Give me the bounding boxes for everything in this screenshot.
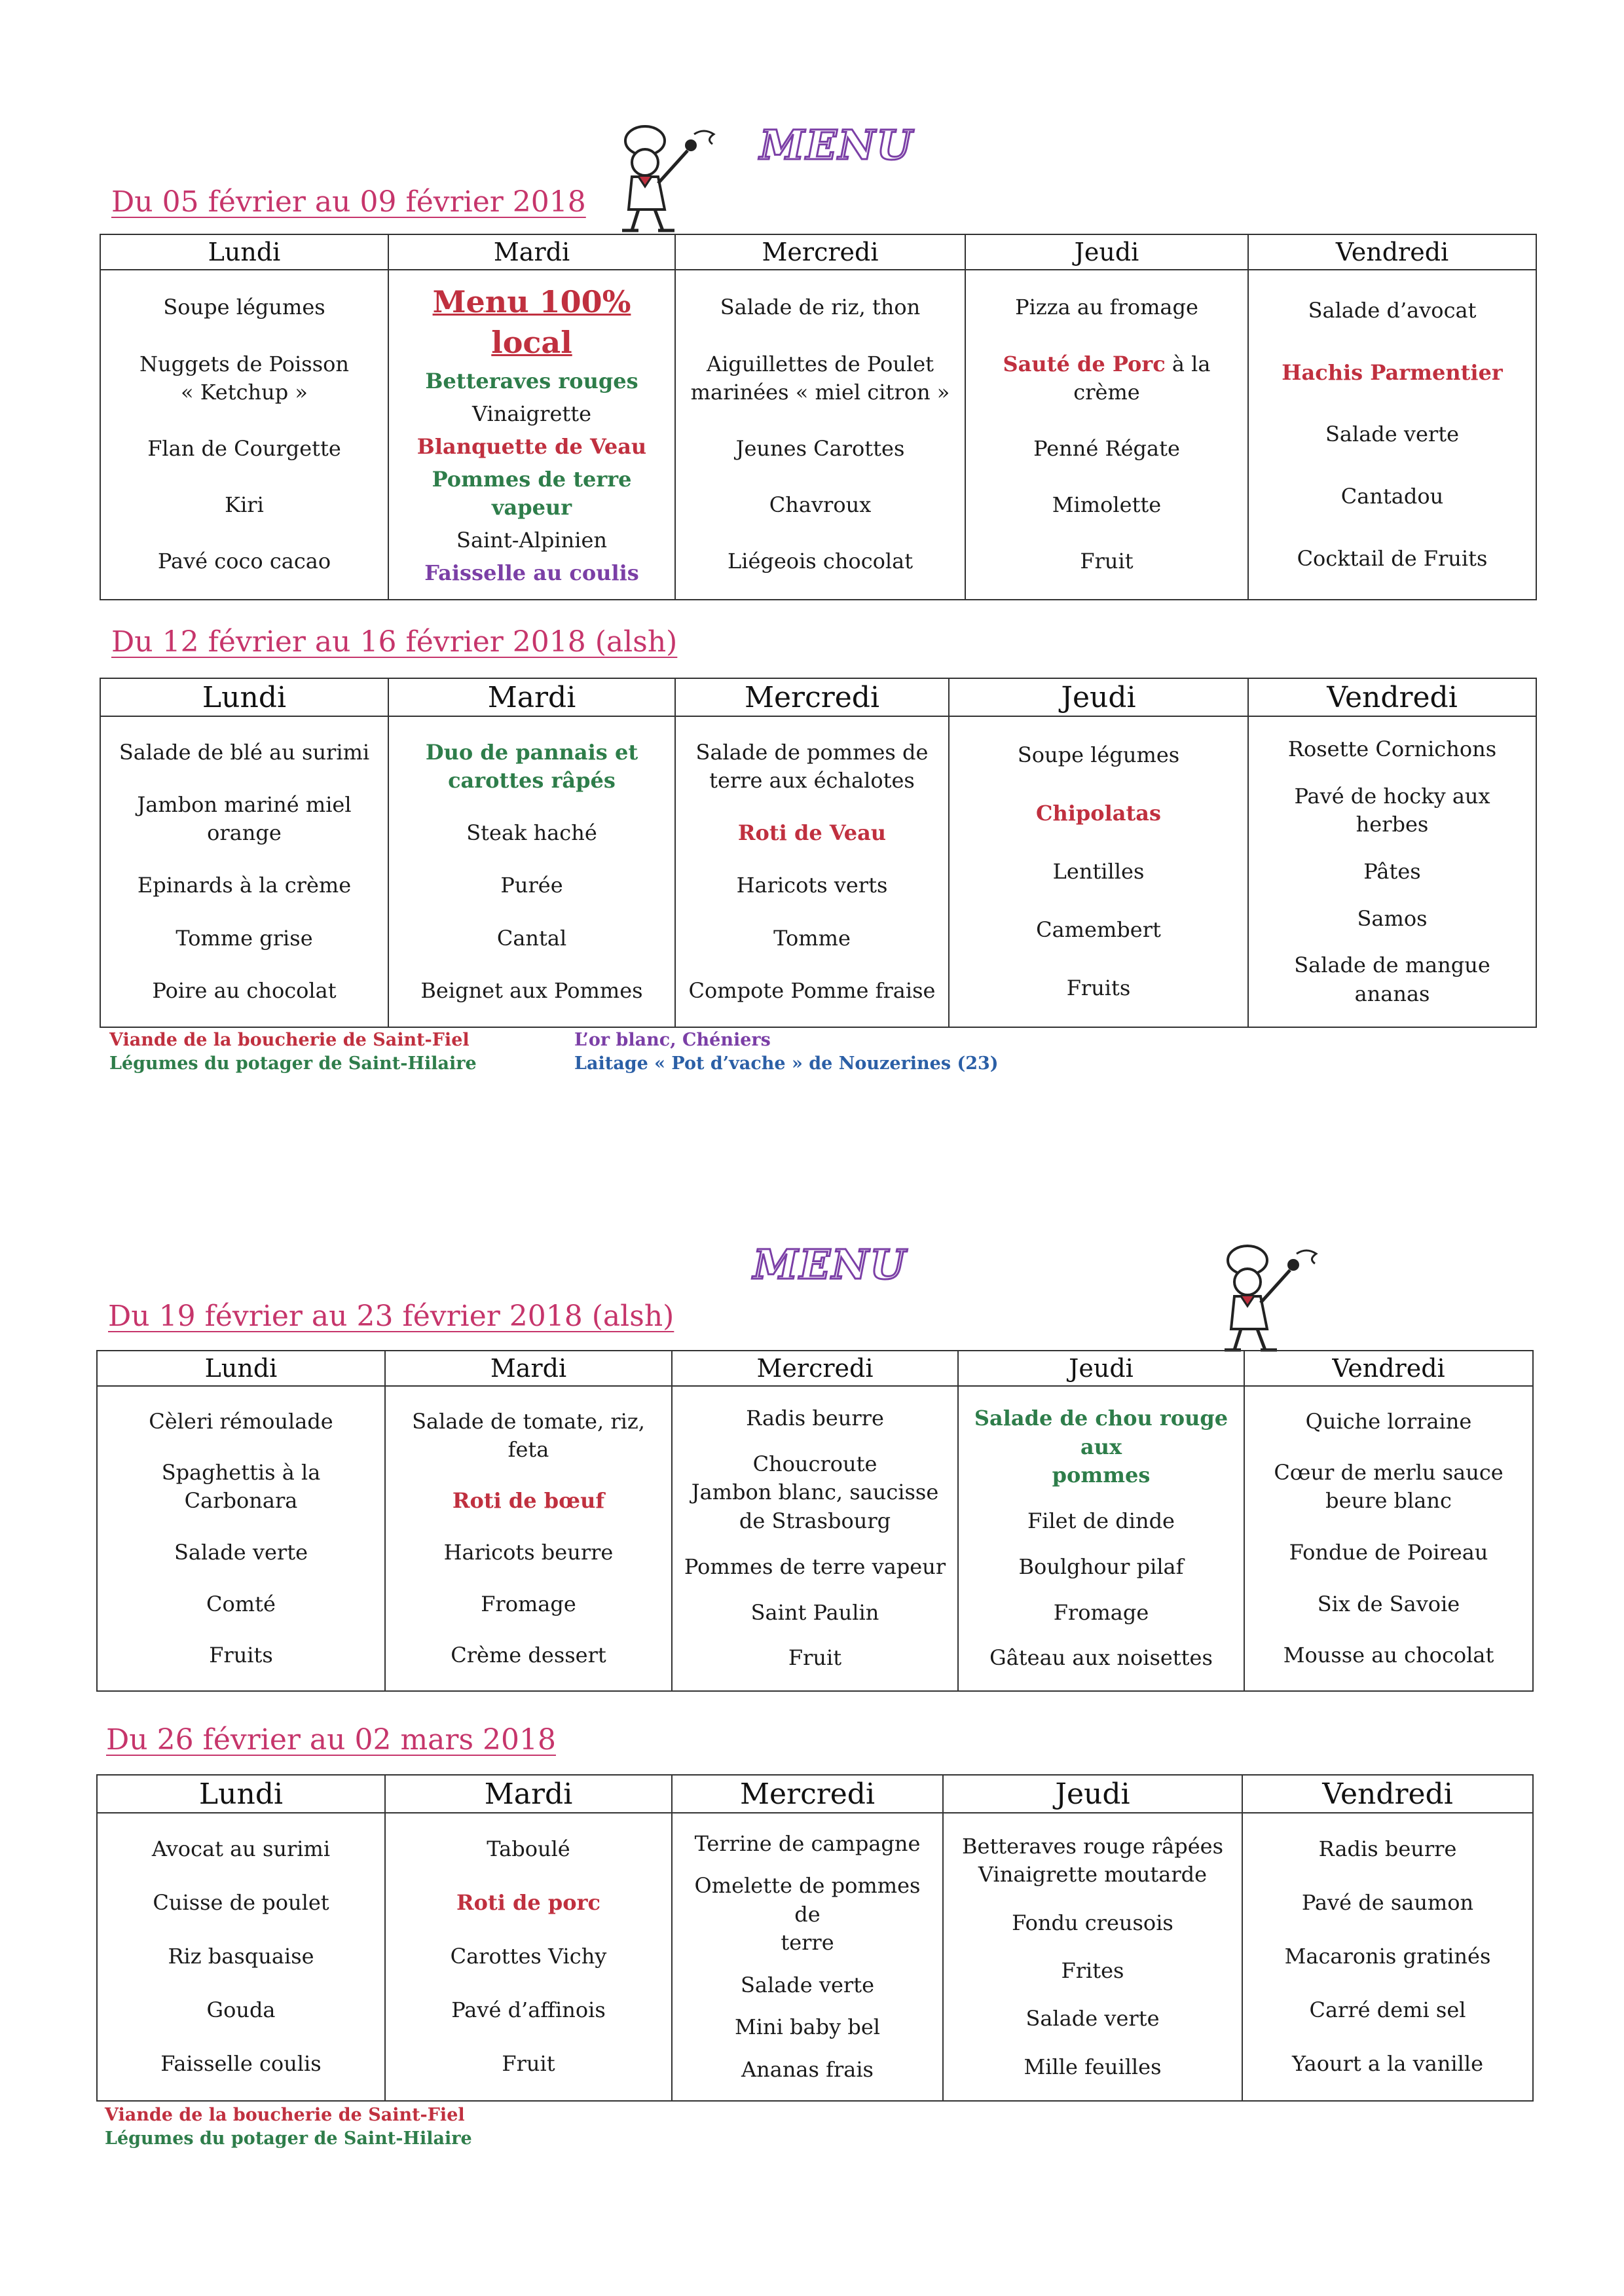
menu-item-text: Faisselle au coulis: [424, 560, 639, 586]
menu-item: [691, 350, 950, 407]
day-header: Vendredi: [1332, 1354, 1445, 1383]
day-header: Jeudi: [959, 1351, 1245, 1385]
menu-item-text: Rosette Cornichons: [1287, 737, 1497, 762]
menu-item-text: Pommes de terre vapeur: [684, 1554, 946, 1579]
menu-item: [397, 282, 667, 363]
chef-icon: [1211, 1231, 1329, 1355]
menu-table: [96, 1350, 1534, 1692]
table-body-row: [101, 270, 1536, 599]
menu-item-text: Fondu creusois: [1012, 1910, 1173, 1935]
menu-item-text: Gâteau aux noisettes: [989, 1645, 1213, 1671]
menu-item: [720, 293, 921, 321]
menu-item-text: Fruit: [788, 1645, 842, 1671]
menu-item: [769, 491, 871, 519]
menu-item-text: Taboulé: [487, 1836, 570, 1862]
menu-item: [138, 871, 351, 900]
menu-item: [1274, 1459, 1503, 1515]
menu-item: [1025, 2005, 1159, 2033]
day-column: [1249, 717, 1536, 1027]
day-header: Vendredi: [1322, 1777, 1453, 1811]
menu-item: [451, 1942, 607, 1971]
menu-item-text: Choucroute Jambon blanc, saucisse de Strasbourg: [691, 1451, 939, 1533]
day-column: [389, 717, 676, 1027]
menu-item-text: Yaourt a la vanille: [1291, 2051, 1484, 2077]
menu-item-text: Salade d’avocat: [1308, 297, 1477, 323]
menu-item: [737, 871, 888, 900]
menu-item: [119, 738, 369, 767]
menu-item: [1341, 483, 1443, 511]
menu-item-text: Riz basquaise: [168, 1944, 314, 1969]
menu-item: [456, 526, 607, 555]
menu-item: [168, 1942, 314, 1971]
legend-veg: Légumes du potager de Saint-Hilaire: [109, 1053, 477, 1074]
menu-item-text: Chavroux: [769, 492, 872, 518]
menu-item-text: Fruits: [209, 1643, 273, 1668]
menu-item: [397, 465, 667, 522]
menu-item: [417, 433, 646, 461]
menu-item: [1036, 916, 1161, 944]
day-column: [944, 1813, 1243, 2100]
menu-item: [736, 435, 905, 463]
menu-item: [1285, 1942, 1491, 1971]
day-header: Lundi: [101, 679, 389, 716]
menu-item-text: Carottes Vichy: [450, 1944, 607, 1969]
menu-item-text: Cocktail de Fruits: [1297, 545, 1488, 571]
day-header: Jeudi: [966, 235, 1249, 269]
menu-item-text: Gouda: [206, 1997, 276, 2023]
menu-item-text: Carré demi sel: [1309, 1997, 1466, 2023]
menu-item: [741, 1971, 874, 1999]
day-column: [1249, 270, 1536, 599]
day-header: Lundi: [101, 235, 389, 269]
day-header: Lundi: [98, 1776, 386, 1812]
menu-item-text: Roti de Veau: [737, 820, 887, 846]
menu-item: [137, 791, 351, 847]
table-header-row: [101, 235, 1536, 270]
menu-item: [735, 2013, 880, 2041]
menu-item-text: Steak haché: [466, 820, 597, 846]
menu-item-text: Mimolette: [1052, 492, 1162, 518]
menu-item-text: Salade verte: [740, 1972, 874, 1997]
day-column: [101, 717, 389, 1027]
legend-dairy: L’or blanc, Chéniers: [574, 1030, 771, 1050]
menu-item-text: Salade de mangue ananas: [1294, 953, 1490, 1006]
menu-item: [1061, 1957, 1124, 1985]
day-column: [676, 270, 966, 599]
menu-item-suffix: à la crème: [1073, 351, 1211, 405]
menu-item-text: Duo de pannais et carottes râpés: [425, 739, 638, 793]
menu-item-text: Salade de chou rouge aux pommes: [974, 1406, 1228, 1487]
menu-item-text: Salade verte: [1325, 422, 1459, 447]
menu-item-text: Compote Pomme fraise: [688, 978, 936, 1004]
menu-item: [1357, 905, 1427, 933]
menu-item-text: Macaronis gratinés: [1284, 1944, 1491, 1969]
menu-item: [1019, 1553, 1184, 1581]
menu-item: [425, 367, 638, 395]
menu-item: [225, 491, 264, 519]
menu-item-text: Omelette de pommes de terre: [694, 1873, 921, 1955]
menu-item: [1067, 974, 1131, 1002]
menu-item-text: Salade verte: [1025, 2006, 1160, 2032]
day-header: Mardi: [386, 1776, 673, 1812]
menu-item: [1325, 420, 1459, 448]
legend-meat: Viande de la boucherie de Saint-Fiel: [105, 2105, 465, 2125]
menu-item-text: Purée: [500, 873, 563, 898]
day-column: [1245, 1387, 1532, 1690]
menu-item: [153, 1889, 329, 1917]
menu-item-text: Faisselle coulis: [160, 2051, 322, 2077]
menu-item: [741, 2056, 874, 2084]
menu-item: [696, 738, 929, 795]
legend-veg: Légumes du potager de Saint-Hilaire: [105, 2128, 472, 2149]
table-body-row: [98, 1387, 1532, 1690]
menu-item-text: Blanquette de Veau: [416, 434, 647, 460]
menu-item-text: Menu 100% local: [432, 284, 631, 361]
menu-item-text: Frites: [1061, 1958, 1124, 1983]
menu-item: [1309, 1996, 1466, 2024]
menu-item-text: Soupe légumes: [1017, 742, 1180, 767]
menu-item: [788, 1644, 841, 1672]
menu-item-text: Pavé coco cacao: [157, 549, 331, 574]
menu-item: [209, 1641, 273, 1669]
menu-item-text: Pommes de terre vapeur: [432, 467, 632, 520]
menu-item-text: Epinards à la crème: [137, 873, 352, 898]
menu-item: [1018, 741, 1179, 769]
menu-item-text: Cantadou: [1340, 484, 1444, 509]
menu-item: [684, 1553, 946, 1581]
menu-item-text: Lentilles: [1052, 858, 1145, 884]
menu-item: [738, 819, 886, 847]
menu-item-text: Tomme grise: [175, 925, 313, 951]
menu-item-text: Tomme: [773, 925, 851, 951]
menu-item: [160, 2050, 321, 2078]
menu-item-text: Mini baby bel: [735, 2014, 880, 2040]
day-column: [98, 1813, 386, 2100]
menu-item: [497, 924, 566, 953]
menu-item-text: Pavé de hocky aux herbes: [1294, 783, 1490, 837]
menu-item: [773, 924, 851, 953]
legend-meat: Viande de la boucherie de Saint-Fiel: [109, 1030, 470, 1050]
menu-item-text: Sauté de Porc: [1003, 351, 1166, 376]
menu-item: [420, 977, 642, 1005]
menu-item: [451, 1641, 606, 1669]
menu-item: [728, 547, 913, 575]
menu-item-text: Mille feuilles: [1024, 2054, 1162, 2079]
menu-item-text: Quiche lorraine: [1305, 1408, 1472, 1434]
menu-item-text: Salade de riz, thon: [720, 295, 921, 320]
menu-item: [1257, 951, 1528, 1008]
week-period: Du 05 février au 09 février 2018: [111, 185, 586, 219]
day-header: Jeudi: [950, 679, 1249, 716]
menu-item-text: Fruits: [1066, 975, 1131, 1000]
menu-item-text: Haricots verts: [736, 873, 888, 898]
menu-item: [174, 1539, 308, 1567]
menu-item-text: Pizza au fromage: [1015, 295, 1198, 320]
menu-item: [1282, 359, 1502, 387]
menu-item-text: Aiguillettes de Poulet marinées « miel citron »: [690, 351, 950, 405]
day-column: [676, 717, 950, 1027]
menu-item-text: Radis beurre: [746, 1406, 884, 1431]
menu-item: [152, 1835, 330, 1863]
menu-item-text: Vinaigrette: [471, 401, 592, 427]
menu-item-text: Poire au chocolat: [152, 978, 337, 1004]
menu-item: [1318, 1590, 1460, 1618]
day-header: Vendredi: [1335, 238, 1449, 266]
menu-item-text: Betteraves rouges: [425, 369, 638, 394]
menu-item-text: Pavé de saumon: [1301, 1890, 1474, 1916]
menu-item-text: Roti de porc: [456, 1890, 600, 1916]
day-header: Jeudi: [944, 1776, 1243, 1812]
menu-title: MENU: [760, 121, 913, 169]
menu-item-text: Beignet aux Pommes: [420, 978, 643, 1004]
week-period: Du 26 février au 02 mars 2018: [106, 1723, 556, 1757]
menu-item: [163, 293, 325, 321]
menu-item: [1302, 1889, 1473, 1917]
day-column: [98, 1387, 386, 1690]
menu-item: [466, 819, 597, 847]
menu-item: [746, 1404, 884, 1432]
menu-item: [1033, 435, 1180, 463]
menu-table: [100, 234, 1537, 600]
menu-item: [1054, 1599, 1149, 1627]
menu-item: [692, 1450, 939, 1535]
menu-item: [1015, 293, 1198, 321]
day-header: Mercredi: [673, 1351, 959, 1385]
menu-item: [1053, 858, 1145, 886]
menu-item: [967, 1404, 1236, 1489]
menu-item-text: Spaghettis à la Carbonara: [161, 1460, 321, 1514]
menu-item-text: Penné Régate: [1033, 435, 1180, 461]
table-header-row: [98, 1776, 1532, 1813]
menu-item-text: Fromage: [481, 1591, 576, 1616]
day-header: Mercredi: [673, 1776, 944, 1812]
menu-item: [1288, 735, 1496, 763]
day-header: Mardi: [389, 235, 676, 269]
menu-item-text: Salade de blé au surimi: [119, 739, 370, 765]
menu-item: [481, 1590, 576, 1618]
menu-item: [1319, 1835, 1457, 1863]
menu-item: [147, 435, 341, 463]
table-body-row: [98, 1813, 1532, 2100]
menu-item: [1024, 2053, 1161, 2081]
menu-item-text: Samos: [1357, 905, 1428, 931]
menu-item: [444, 1539, 614, 1567]
menu-item-text: Hachis Parmentier: [1282, 359, 1503, 385]
chef-icon: [609, 111, 727, 236]
menu-item-text: Terrine de campagne: [694, 1831, 921, 1856]
menu-item-text: Pâtes: [1363, 858, 1421, 884]
day-column: [959, 1387, 1245, 1690]
menu-item-text: Salade de tomate, riz, feta: [412, 1408, 645, 1462]
menu-item-text: Flan de Courgette: [147, 435, 341, 461]
menu-item-text: Salade verte: [174, 1540, 308, 1565]
menu-item-text: Salade de pommes de terre aux échalotes: [695, 739, 929, 793]
menu-item-text: Fruit: [502, 2051, 555, 2077]
menu-table: [96, 1774, 1534, 2102]
day-header: Lundi: [98, 1351, 386, 1385]
menu-item: [502, 2050, 555, 2078]
menu-item: [426, 738, 638, 795]
menu-item-text: Radis beurre: [1318, 1836, 1457, 1862]
menu-item-text: Comté: [206, 1591, 276, 1616]
menu-item-text: Liégeois chocolat: [727, 549, 913, 574]
menu-item-text: Ananas frais: [741, 2057, 874, 2083]
menu-item: [456, 1889, 600, 1917]
menu-item-text: Camembert: [1036, 917, 1161, 942]
menu-item: [962, 1832, 1223, 1889]
menu-item-text: Avocat au surimi: [151, 1836, 331, 1862]
menu-item-text: Cœur de merlu sauce beure blanc: [1274, 1460, 1504, 1514]
week-period: Du 19 février au 23 février 2018 (alsh): [108, 1300, 674, 1333]
menu-item: [1306, 1408, 1472, 1436]
table-body-row: [101, 717, 1536, 1027]
menu-item: [1292, 2050, 1483, 2078]
menu-item: [689, 977, 936, 1005]
week-period: Du 12 février au 16 février 2018 (alsh): [111, 625, 678, 659]
menu-item-text: Six de Savoie: [1317, 1591, 1460, 1616]
day-header: Mercredi: [676, 235, 966, 269]
day-column: [386, 1813, 673, 2100]
menu-item-text: Jambon mariné miel orange: [137, 792, 352, 846]
day-column: [101, 270, 389, 599]
menu-item-text: Roti de bœuf: [452, 1488, 605, 1514]
menu-item: [139, 350, 349, 407]
day-column: [673, 1813, 944, 2100]
day-header: Vendredi: [1327, 680, 1458, 714]
legend-dairy-blue: Laitage « Pot d’vache » de Nouzerines (23): [574, 1053, 999, 1074]
menu-item: [1036, 799, 1161, 828]
menu-item-text: Betteraves rouge râpées Vinaigrette moutarde: [961, 1834, 1223, 1887]
menu-item-text: Soupe légumes: [163, 295, 325, 320]
menu-item-text: Cèleri rémoulade: [149, 1408, 333, 1434]
day-column: [1243, 1813, 1532, 2100]
menu-item-text: Filet de dinde: [1027, 1508, 1175, 1533]
menu-title: MENU: [753, 1241, 907, 1288]
menu-item-text: Cantal: [496, 925, 567, 951]
menu-item: [1297, 545, 1488, 573]
menu-item-text: Boulghour pilaf: [1018, 1554, 1184, 1579]
menu-item: [206, 1590, 276, 1618]
menu-item: [1283, 1641, 1494, 1669]
menu-item-text: Jeunes Carottes: [735, 435, 905, 461]
table-header-row: [98, 1351, 1532, 1387]
menu-item: [472, 400, 591, 428]
menu-item: [1027, 1507, 1175, 1535]
menu-item: [989, 1644, 1213, 1672]
menu-item: [158, 547, 331, 575]
menu-item: [394, 1408, 663, 1464]
menu-item: [424, 559, 639, 587]
menu-item-text: Pavé d’affinois: [451, 1997, 606, 2023]
menu-item-text: Nuggets de Poisson « Ketchup »: [139, 351, 349, 405]
menu-item: [1080, 547, 1133, 575]
menu-item-text: Saint Paulin: [750, 1599, 879, 1625]
menu-item: [105, 1459, 377, 1515]
menu-item: [974, 350, 1240, 407]
menu-item: [152, 977, 336, 1005]
menu-item: [451, 1996, 606, 2024]
menu-item-text: Fromage: [1053, 1599, 1149, 1625]
day-column: [389, 270, 676, 599]
menu-table: [100, 678, 1537, 1028]
menu-item-text: Crème dessert: [451, 1643, 606, 1668]
menu-item-text: Mousse au chocolat: [1283, 1643, 1494, 1668]
menu-item: [487, 1835, 570, 1863]
menu-item: [680, 1872, 934, 1957]
day-header: Mercredi: [676, 679, 950, 716]
menu-item: [500, 871, 563, 900]
menu-item-text: Fondue de Poireau: [1289, 1540, 1488, 1565]
menu-item: [175, 924, 312, 953]
day-header: Mardi: [389, 679, 676, 716]
menu-item: [1363, 858, 1420, 886]
day-column: [950, 717, 1249, 1027]
day-column: [966, 270, 1249, 599]
menu-item-text: Chipolatas: [1035, 800, 1162, 826]
day-column: [673, 1387, 959, 1690]
menu-item: [1289, 1539, 1488, 1567]
menu-item: [149, 1408, 333, 1436]
table-header-row: [101, 679, 1536, 717]
day-header: Mardi: [386, 1351, 673, 1385]
menu-item: [1052, 491, 1161, 519]
day-column: [386, 1387, 673, 1690]
menu-item-text: Cuisse de poulet: [153, 1890, 329, 1916]
menu-item: [452, 1487, 604, 1515]
menu-item: [1257, 782, 1528, 839]
menu-item-text: Saint-Alpinien: [456, 528, 607, 553]
menu-item: [1012, 1909, 1173, 1937]
menu-item: [695, 1830, 921, 1858]
menu-item-text: Haricots beurre: [443, 1540, 614, 1565]
menu-item: [751, 1599, 879, 1627]
menu-item-text: Kiri: [225, 492, 264, 518]
menu-item: [207, 1996, 276, 2024]
menu-item: [1308, 297, 1477, 325]
menu-item-text: Fruit: [1080, 549, 1134, 574]
